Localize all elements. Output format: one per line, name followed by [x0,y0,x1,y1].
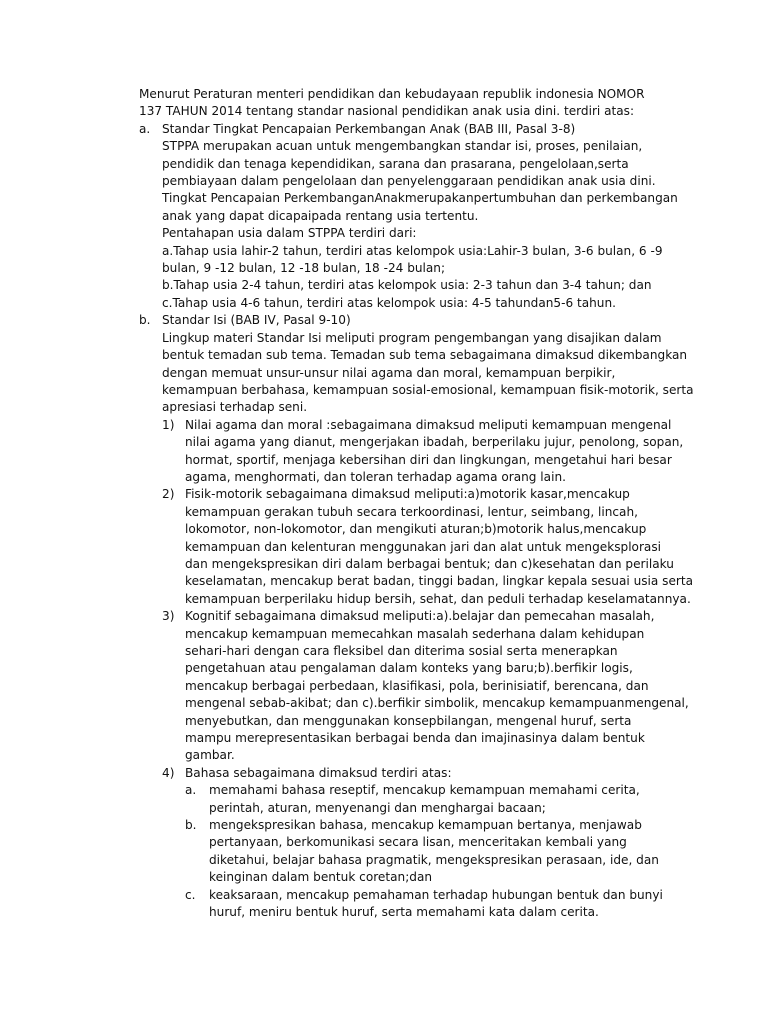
intro-line: 137 TAHUN 2014 tentang standar nasional pendidikan anak usia dini. terdiri atas: [139,104,635,119]
paragraph-line: kemampuan berperilaku hidup bersih, sehat, dan peduli terhadap keselamatannya. [185,591,691,606]
paragraph-line: Pentahapan usia dalam STPPA terdiri dari: [162,226,417,241]
paragraph-line: STPPA merupakan acuan untuk mengembangkan standar isi, proses, penilaian, [162,139,643,154]
paragraph-line: huruf, meniru bentuk huruf, serta memahami kata dalam cerita. [209,905,599,920]
list-item-kognitif [162,608,689,765]
list-marker: c. [185,887,196,902]
sublist-item-keaksaraan [185,887,679,922]
paragraph-line: gambar. [185,748,235,763]
list-marker: 2) [162,487,175,502]
paragraph-line: mencakup kemampuan memecahkan masalah sederhana dalam kehidupan [185,626,645,641]
paragraph-line: keinginan dalam bentuk coretan;dan [209,870,433,885]
paragraph-line: perintah, aturan, menyenangi dan menghargai bacaan; [209,800,546,815]
paragraph-line: menyebutkan, dan menggunakan konsepbilangan, mengenal huruf, serta [185,713,632,728]
paragraph-line: Tingkat Pencapaian PerkembanganAnakmerupakanpertumbuhan dan perkembangan [162,191,678,206]
paragraph-line: Kognitif sebagaimana dimaksud meliputi:a).belajar dan pemecahan masalah, [185,609,655,624]
paragraph-line: kemampuan gerakan tubuh secara terkoordinasi, lentur, seimbang, lincah, [185,504,638,519]
paragraph-line: diketahui, belajar bahasa pragmatik, mengekspresikan perasaan, ide, dan [209,852,659,867]
section-standar-isi [139,312,694,921]
paragraph-line: hormat, sportif, menjaga kebersihan diri dan lingkungan, mengetahui hari besar [185,452,672,467]
intro-line: Menurut Peraturan menteri pendidikan dan kebudayaan republik indonesia NOMOR [139,87,645,101]
paragraph-line: pembiayaan dalam pengelolaan dan penyelenggaraan pendidikan anak usia dini. [162,174,656,189]
paragraph-line: mengenal sebab-akibat; dan c).berfikir simbolik, mencakup kemampuanmengenal, [185,696,689,711]
list-item-nilai-agama [162,417,684,487]
paragraph-line: dengan memuat unsur-unsur nilai agama dan moral, kemampuan berpikir, [162,365,616,380]
paragraph-line: keselamatan, mencakup berat badan, tinggi badan, lingkar kepala sesuai usia serta [185,574,694,589]
paragraph-line: mampu merepresentasikan berbagai benda dan imajinasinya dalam bentuk [185,731,645,746]
section-heading: Standar Isi (BAB IV, Pasal 9-10) [162,313,351,328]
paragraph-line: pengetahuan atau pengalaman dalam konteks yang baru;b).berfikir logis, [185,661,633,676]
paragraph-line: bulan, 9 -12 bulan, 12 -18 bulan, 18 -24 bulan; [162,261,446,276]
list-marker: a. [185,783,197,798]
paragraph-line: lokomotor, non-lokomotor, dan mengikuti aturan;b)motorik halus,mencakup [185,522,647,537]
paragraph-line: mengekspresikan bahasa, mencakup kemampuan bertanya, menjawab [209,818,642,833]
paragraph-line: mencakup berbagai perbedaan, klasifikasi, pola, berinisiatif, berencana, dan [185,678,649,693]
list-item-bahasa [162,765,679,922]
paragraph-line: apresiasi terhadap seni. [162,400,308,415]
paragraph-line: pertanyaan, berkomunikasi secara lisan, menceritakan kembali yang [209,835,627,850]
paragraph-line: kemampuan berbahasa, kemampuan sosial-emosional, kemampuan fisik-motorik, serta [162,382,694,397]
list-marker: 1) [162,417,175,432]
document-body [139,86,694,922]
list-marker: 3) [162,609,175,624]
list-marker: b. [185,818,197,833]
list-item-fisik-motorik [162,486,694,608]
list-marker: b. [139,313,151,328]
paragraph-line: Lingkup materi Standar Isi meliputi program pengembangan yang disajikan dalam [162,330,662,345]
list-marker: a. [139,121,151,136]
paragraph-line: bentuk temadan sub tema. Temadan sub tema sebagaimana dimaksud dikembangkan [162,348,688,363]
paragraph-line: dan mengekspresikan diri dalam berbagai bentuk; dan c)kesehatan dan perilaku [185,556,674,571]
sublist-item-reseptif [185,782,679,817]
paragraph-line: a.Tahap usia lahir-2 tahun, terdiri atas kelompok usia:Lahir-3 bulan, 3-6 bulan, 6 -9 [162,243,663,258]
paragraph-line: nilai agama yang dianut, mengerjakan ibadah, berperilaku jujur, penolong, sopan, [185,435,684,450]
paragraph-line: c.Tahap usia 4-6 tahun, terdiri atas kelompok usia: 4-5 tahundan5-6 tahun. [162,295,616,310]
paragraph-line: anak yang dapat dicapaipada rentang usia tertentu. [162,208,479,223]
paragraph-line: sehari-hari dengan cara fleksibel dan diterima sosial serta menerapkan [185,644,618,658]
paragraph-line: pendidik dan tenaga kependidikan, sarana dan prasarana, pengelolaan,serta [162,156,629,171]
sublist-item-ekspresif [185,817,679,887]
section-stppa [139,121,679,312]
paragraph-line: Nilai agama dan moral :sebagaimana dimaksud meliputi kemampuan mengenal [185,417,672,432]
paragraph-line: kemampuan dan kelenturan menggunakan jari dan alat untuk mengeksplorasi [185,539,661,554]
paragraph-line: Bahasa sebagaimana dimaksud terdiri atas: [185,765,452,780]
paragraph-line: Fisik-motorik sebagaimana dimaksud meliputi:a)motorik kasar,mencakup [185,487,630,502]
section-heading: Standar Tingkat Pencapaian Perkembangan Anak (BAB III, Pasal 3-8) [162,121,576,136]
paragraph-line: memahami bahasa reseptif, mencakup kemampuan memahami cerita, [209,783,640,798]
paragraph-line: b.Tahap usia 2-4 tahun, terdiri atas kelompok usia: 2-3 tahun dan 3-4 tahun; dan [162,278,652,293]
paragraph-line: keaksaraan, mencakup pemahaman terhadap hubungan bentuk dan bunyi [209,887,663,902]
paragraph-line: agama, menghormati, dan toleran terhadap agama orang lain. [185,469,566,484]
list-marker: 4) [162,765,175,780]
